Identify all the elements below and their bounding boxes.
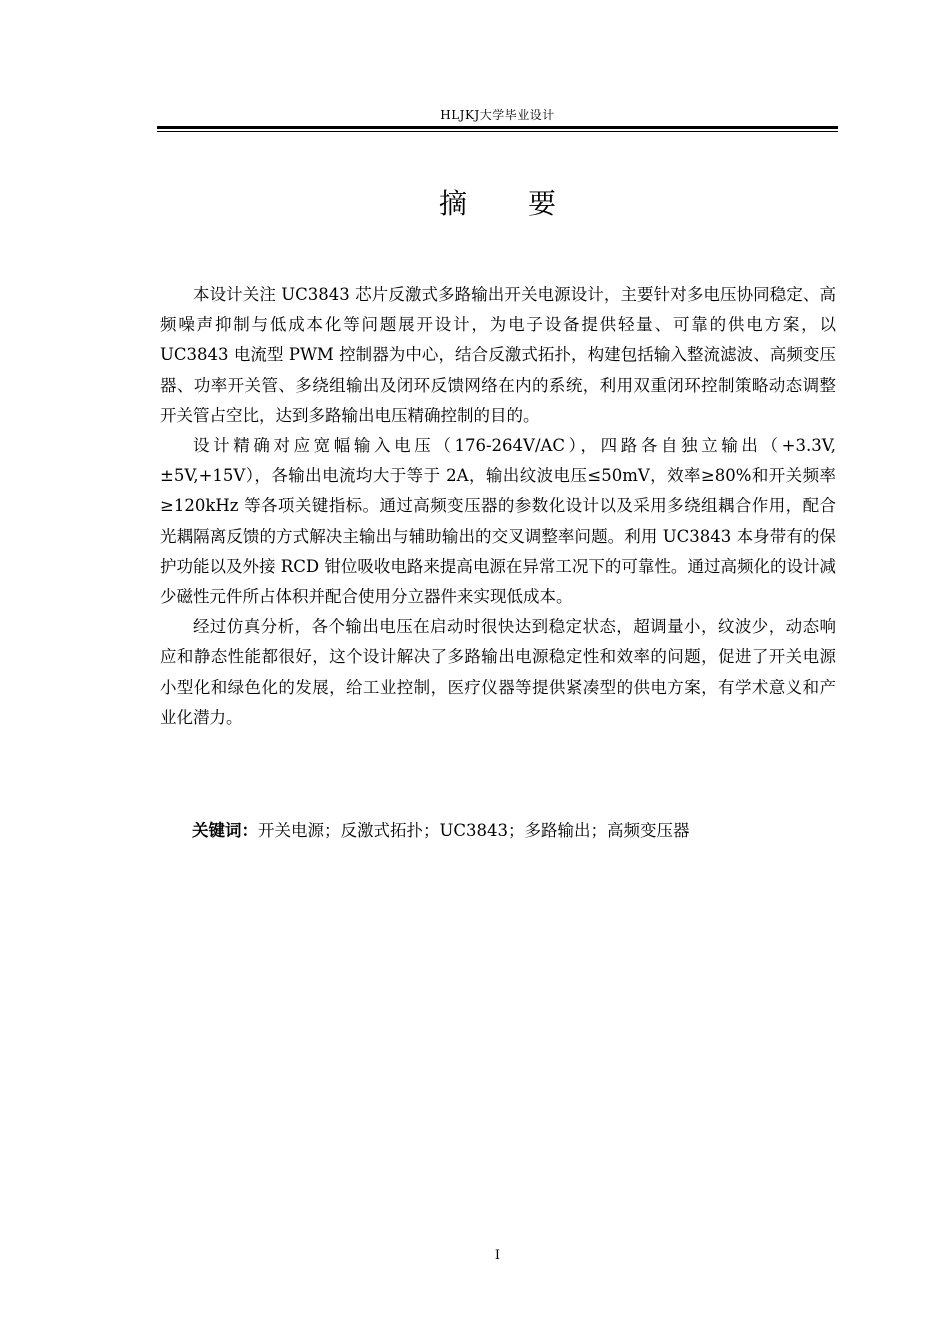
abstract-body: [160, 280, 836, 733]
abstract-title: 摘 要: [439, 187, 582, 220]
keywords-text: 开关电源；反激式拓扑；UC3843；多路输出；高频变压器: [258, 821, 690, 840]
header-rule-thick: [157, 126, 838, 129]
header-rule-thin: [157, 131, 838, 132]
abstract-paragraph-1: 本设计关注 UC3843 芯片反激式多路输出开关电源设计，主要针对多电压协同稳定、高频噪声抑制与低成本化等问题展开设计，为电子设备提供轻量、可靠的供电方案，以 UC3843 电流型 PWM 控制器为中心，结合反激式拓扑，构建包括输入整流滤波、高频变压器、功率开关管、多绕组输出及闭环反馈网络在内的系统，利用双重闭环控制策略动态调整开关管占空比，达到多路输出电压精确控制的目的。: [160, 285, 836, 425]
abstract-paragraph-2: 设计精确对应宽幅输入电压（176-264V/AC），四路各自独立输出（+3.3V,±5V,+15V），各输出电流均大于等于 2A，输出纹波电压≤50mV，效率≥80%和开关频率≥120kHz 等各项关键指标。通过高频变压器的参数化设计以及采用多绕组耦合作用，配合光耦隔离反馈的方式解决主输出与辅助输出的交叉调整率问题。利用 UC3843 本身带有的保护功能以及外接 RCD 钳位吸收电路来提高电源在异常工况下的可靠性。通过高频化的设计减少磁性元件所占体积并配合使用分立器件来实现低成本。: [160, 436, 836, 607]
keywords-line: [192, 816, 832, 846]
abstract-paragraph-3: 经过仿真分析，各个输出电压在启动时很快达到稳定状态，超调量小，纹波少，动态响应和静态性能都很好，这个设计解决了多路输出电源稳定性和效率的问题，促进了开关电源小型化和绿色化的发展，给工业控制，医疗仪器等提供紧凑型的供电方案，有学术意义和产业化潜力。: [160, 617, 836, 727]
page-header: HLJKJ大学毕业设计: [440, 108, 555, 122]
page-number: I: [494, 1248, 501, 1263]
keywords-label: 关键词：: [192, 821, 258, 840]
